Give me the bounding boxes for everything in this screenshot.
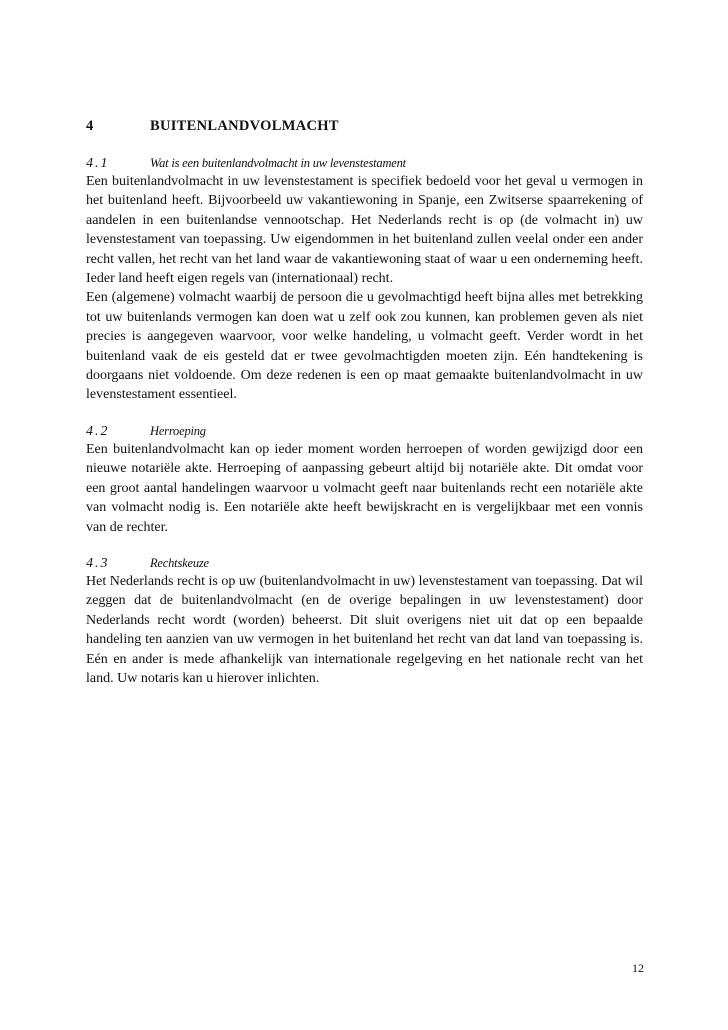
section-4-1 xyxy=(86,155,643,405)
section-number: 4.2 xyxy=(86,423,110,439)
section-number: 4.1 xyxy=(86,156,110,171)
section-number: 4.3 xyxy=(86,555,110,571)
page-content xyxy=(86,118,643,706)
section-heading xyxy=(86,155,643,172)
chapter-heading xyxy=(86,118,643,135)
section-title: Herroeping xyxy=(150,423,206,438)
chapter-number: 4 xyxy=(86,118,94,134)
paragraph: Een buitenlandvolmacht in uw levenstestament is specifiek bedoeld voor het geval u vermogen in het buitenland heeft. Bijvoorbeeld uw vakantiewoning in Spanje, een Zwitserse spaarrekening of aandelen in een buitenlandse vennootschap. Het Nederlands recht is op (de volmacht in) uw levenstestament van toepassing. Uw eigendommen in het buitenland zullen veelal onder een ander recht vallen, het recht van het land waar de vakantiewoning staat of waar u een onderneming heeft. Ieder land heeft eigen regels van (internationaal) recht. xyxy=(86,174,643,287)
paragraph: Een (algemene) volmacht waarbij de persoon die u gevolmachtigd heeft bijna alles met betrekking tot uw buitenlands vermogen kan doen wat u zelf ook zou kunnen, kan problemen geven als niet precies is aangegeven waarvoor, voor welke handeling, u volmacht geeft. Verder wordt in het buitenland vaak de eis gesteld dat er twee gevolmachtigden moeten zijn. Eén handtekening is doorgaans niet voldoende. Om deze redenen is een op maat gemaakte buitenlandvolmacht in uw levenstestament essentieel. xyxy=(86,290,643,403)
section-4-3 xyxy=(86,555,643,688)
page-number: 12 xyxy=(632,961,644,975)
section-title: Rechtskeuze xyxy=(150,555,209,570)
section-4-2 xyxy=(86,423,643,537)
chapter-title: BUITENLANDVOLMACHT xyxy=(150,118,339,134)
section-title: Wat is een buitenlandvolmacht in uw levenstestament xyxy=(150,156,406,170)
paragraph: Een buitenlandvolmacht kan op ieder moment worden herroepen of worden gewijzigd door een nieuwe notariële akte. Herroeping of aanpassing gebeurt altijd bij notariële akte. Dit omdat voor een groot aantal handelingen waarvoor u volmacht geeft naar buitenlands recht een notariële akte van volmacht nodig is. Een notariële akte heeft bewijskracht en is vergelijkbaar met een vonnis van de rechter. xyxy=(86,441,643,535)
section-heading xyxy=(86,555,643,572)
paragraph: Het Nederlands recht is op uw (buitenlandvolmacht in uw) levenstestament van toepassing. Dat wil zeggen dat de buitenlandvolmacht (en de overige bepalingen in uw levenstestament) door Nederlands recht wordt (worden) beheerst. Dit sluit overigens niet uit dat op een bepaalde handeling ten aanzien van uw vermogen in het buitenland het recht van dat land van toepassing is. Eén en ander is mede afhankelijk van internationale regelgeving en het nationale recht van het land. Uw notaris kan u hierover inlichten. xyxy=(86,573,643,686)
section-heading xyxy=(86,423,643,440)
